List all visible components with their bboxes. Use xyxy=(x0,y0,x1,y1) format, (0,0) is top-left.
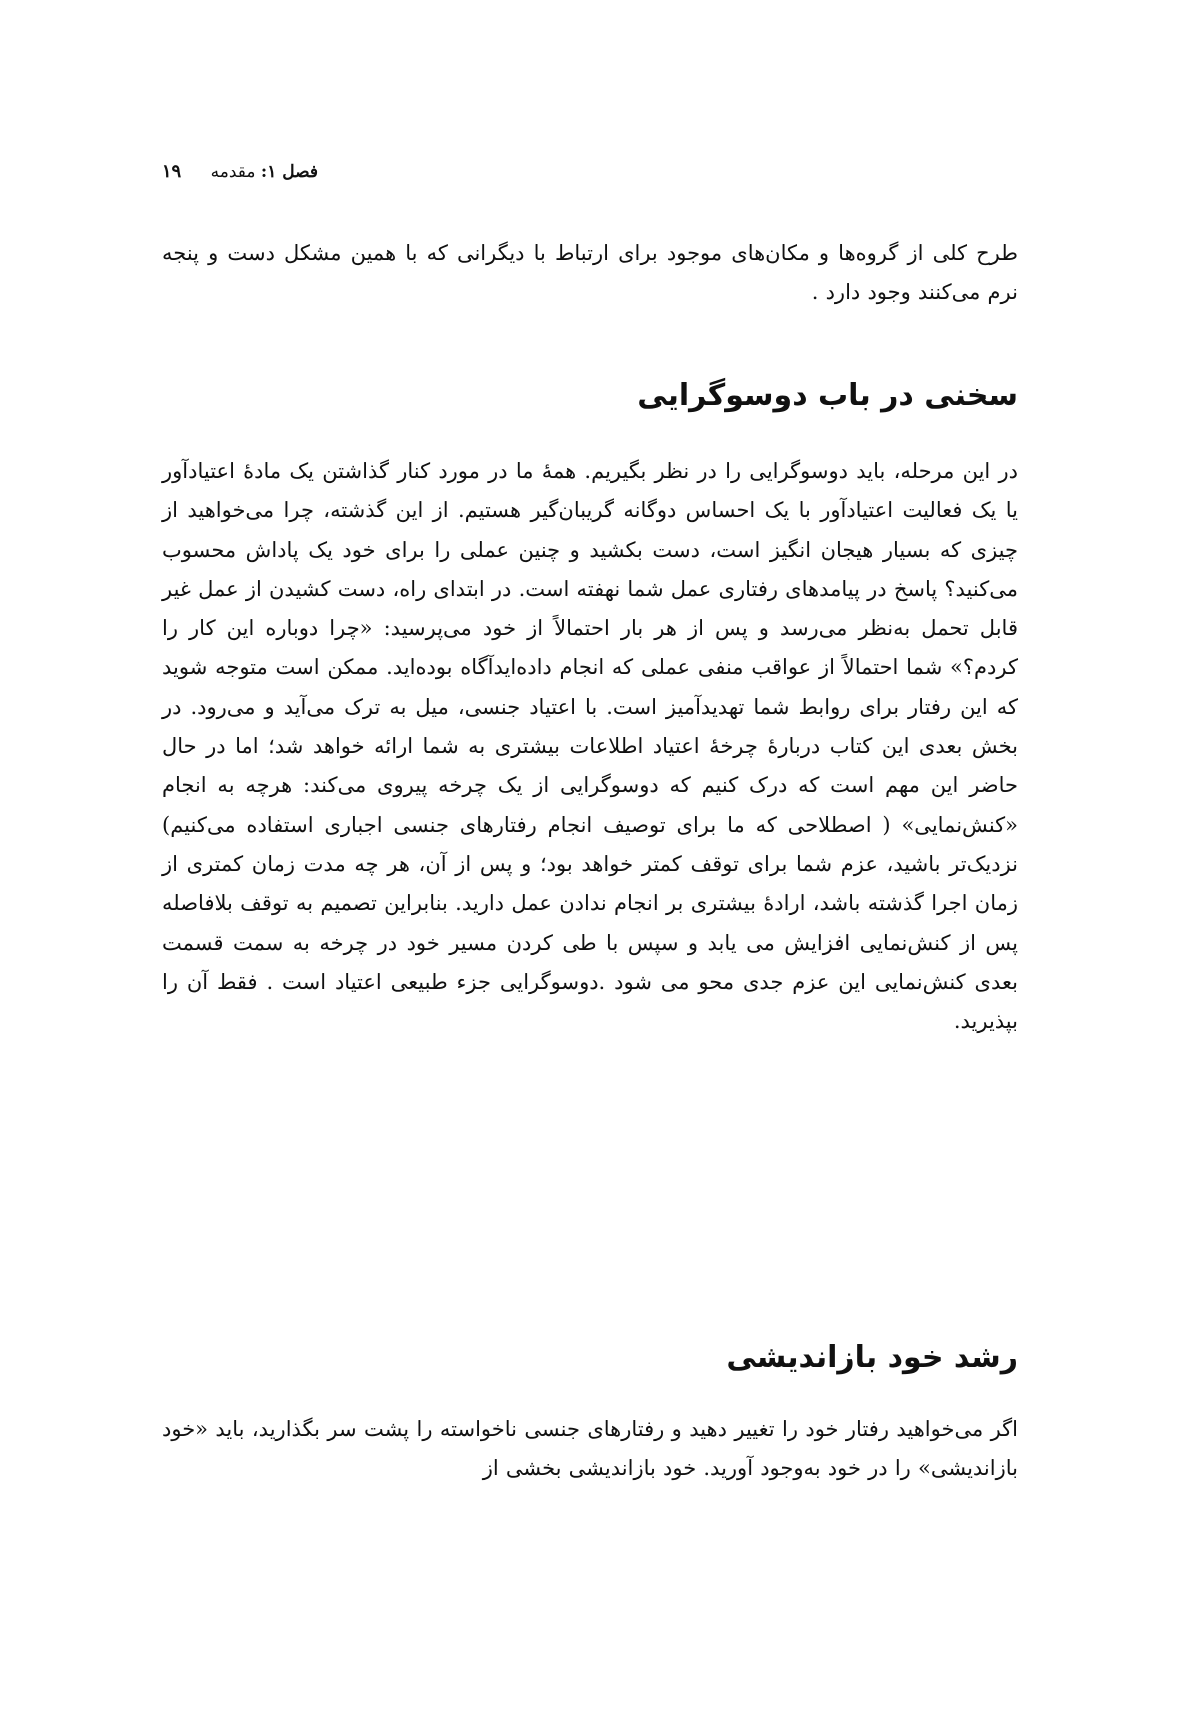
intro-paragraph: طرح کلی از گروه‌ها و مکان‌های موجود برای ارتباط با دیگرانی که با همین مشکل دست و پنجه نرم می‌کنند وجود دارد . xyxy=(162,241,1018,305)
section-heading-ambivalence xyxy=(162,374,1018,418)
section-heading-self-reflection xyxy=(162,1336,1018,1380)
section-body-self-reflection xyxy=(162,1410,1018,1489)
intro-block xyxy=(162,234,1018,313)
chapter-label: فصل ۱: xyxy=(260,162,318,182)
body-paragraph: اگر می‌خواهید رفتار خود را تغییر دهید و رفتارهای جنسی ناخواسته را پشت سر بگذارید، باید «خود بازاندیشی» را در خود به‌وجود آورید. خود بازاندیشی بخشی از xyxy=(162,1417,1018,1481)
section-body-ambivalence xyxy=(162,452,1018,1041)
section-heading: سخنی در باب دوسوگرایی xyxy=(637,378,1018,413)
section-heading: رشد خود بازاندیشی xyxy=(726,1340,1018,1375)
page-number: ۱۹ xyxy=(161,161,182,182)
body-paragraph: در این مرحله، باید دوسوگرایی را در نظر بگیریم. همهٔ ما در مورد کنار گذاشتن یک مادهٔ اعتیادآور یا یک فعالیت اعتیادآور با یک احساس دوگانه گریبان‌گیر هستیم. از این گذشته، چرا می‌خواهید از چیزی که بسیار هیجان انگیز است، دست بکشید و چنین عملی را برای خود یک پاداش محسوب می‌کنید؟ پاسخ در پیامدهای رفتاری عمل شما نهفته است. در ابتدای راه، دست کشیدن از عمل غیر قابل تحمل به‌نظر می‌رسد و پس از هر بار احتمالاً از خود می‌پرسید: «چرا دوباره این کار را کردم؟» شما احتمالاً از عواقب منفی عملی که انجام داده‌اید‌آگاه بوده‌اید. ممکن است متوجه شوید که این رفتار برای روابط شما تهدیدآمیز است. با اعتیاد جنسی، میل به ترک می‌آید و می‌رود. در بخش بعدی این کتاب دربارهٔ چرخهٔ اعتیاد اطلاعات بیشتری به شما ارائه خواهد شد؛ اما در حال حاضر این مهم است که درک کنیم که دوسوگرایی از یک چرخه پیروی می‌کند: هرچه به انجام «کنش‌نمایی» ( اصطلاحی که ما برای توصیف انجام رفتارهای جنسی اجباری استفاده می‌کنیم) نزدیک‌تر باشید، عزم شما برای توقف کمتر خواهد بود؛ و پس از آن، هر چه مدت زمان کمتری از زمان اجرا گذشته باشد، ارادهٔ بیشتری بر انجام ندادن عمل دارید. بنابراین تصمیم به توقف بلافاصله پس از کنش‌نمایی افزایش می یابد و سپس با طی کردن مسیر خود در چرخه به سمت قسمت بعدی کنش‌نمایی این عزم جدی محو می شود .دوسوگرایی جزء طبیعی اعتیاد است . فقط آن را بپذیرید. xyxy=(162,459,1018,1034)
chapter-title: مقدمه xyxy=(210,162,256,182)
running-head xyxy=(118,160,318,184)
